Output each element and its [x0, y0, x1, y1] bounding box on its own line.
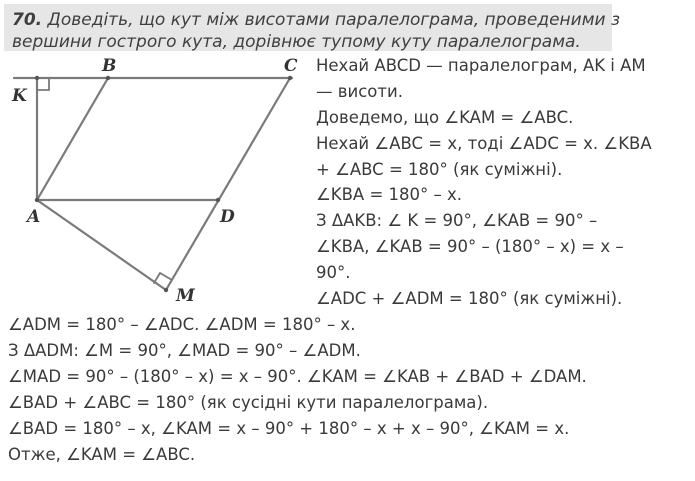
solution-line-5: + ∠ABC = 180° (як суміжні).	[316, 160, 563, 179]
point-b	[106, 76, 110, 80]
right-angle-mark-m	[154, 273, 172, 283]
solution-line-3: Доведемо, що ∠KAM = ∠ABC.	[316, 108, 574, 127]
solution-line-8: ∠KBA, ∠KAB = 90° – (180° – x) = x –	[316, 237, 624, 256]
right-angle-mark-k	[37, 78, 49, 90]
solution-line-15: ∠BAD = 180° – x, ∠KAM = x – 90° + 180° – x + x – 90°, ∠KAM = x.	[8, 419, 570, 438]
solution-line-4: Нехай ∠ABC = x, тоді ∠ADC = x. ∠KBA	[316, 134, 652, 153]
solution-line-2: — висоти.	[316, 82, 403, 101]
task-statement-line-2: вершини гострого кута, дорівнює тупому куту паралелограма.	[12, 32, 581, 52]
solution-line-11: ∠ADM = 180° – ∠ADC. ∠ADM = 180° – x.	[8, 315, 356, 334]
label-k: K	[12, 86, 27, 106]
solution-line-13: ∠MAD = 90° – (180° – x) = x – 90°. ∠KAM = ∠KAB + ∠BAD + ∠DAM.	[8, 367, 587, 386]
solution-line-7: З ΔAKB: ∠ K = 90°, ∠KAB = 90° –	[316, 211, 598, 230]
point-k	[35, 76, 39, 80]
label-d: D	[220, 207, 235, 227]
side-cd-extended	[166, 78, 290, 290]
point-a	[35, 198, 39, 202]
point-d	[216, 198, 220, 202]
point-m	[164, 288, 168, 292]
task-statement-line-1	[12, 9, 620, 31]
solution-line-1: Нехай ABCD — паралелограм, AK і AM	[316, 56, 646, 75]
label-c: C	[284, 56, 298, 76]
label-m: M	[176, 286, 195, 306]
altitude-am	[37, 200, 166, 290]
parallelogram-diagram	[0, 50, 312, 310]
solution-line-10: ∠ADC + ∠ADM = 180° (як суміжні).	[316, 289, 623, 308]
task-header	[4, 4, 621, 52]
solution-line-14: ∠BAD + ∠ABC = 180° (як сусідні кути паралелограма).	[8, 393, 489, 412]
side-ab	[37, 78, 108, 200]
label-a: A	[27, 207, 41, 227]
solution-line-16: Отже, ∠KAM = ∠ABC.	[8, 445, 196, 464]
task-number: 70.	[12, 10, 43, 30]
solution-line-6: ∠KBA = 180° – x.	[316, 185, 463, 204]
solution-line-9: 90°.	[316, 263, 351, 282]
label-b: B	[102, 56, 117, 76]
point-c	[288, 76, 292, 80]
solution-line-12: З ΔADM: ∠M = 90°, ∠MAD = 90° – ∠ADM.	[8, 341, 361, 360]
task-statement-text-1: Доведіть, що кут між висотами паралелограма, проведеними з	[47, 10, 621, 30]
